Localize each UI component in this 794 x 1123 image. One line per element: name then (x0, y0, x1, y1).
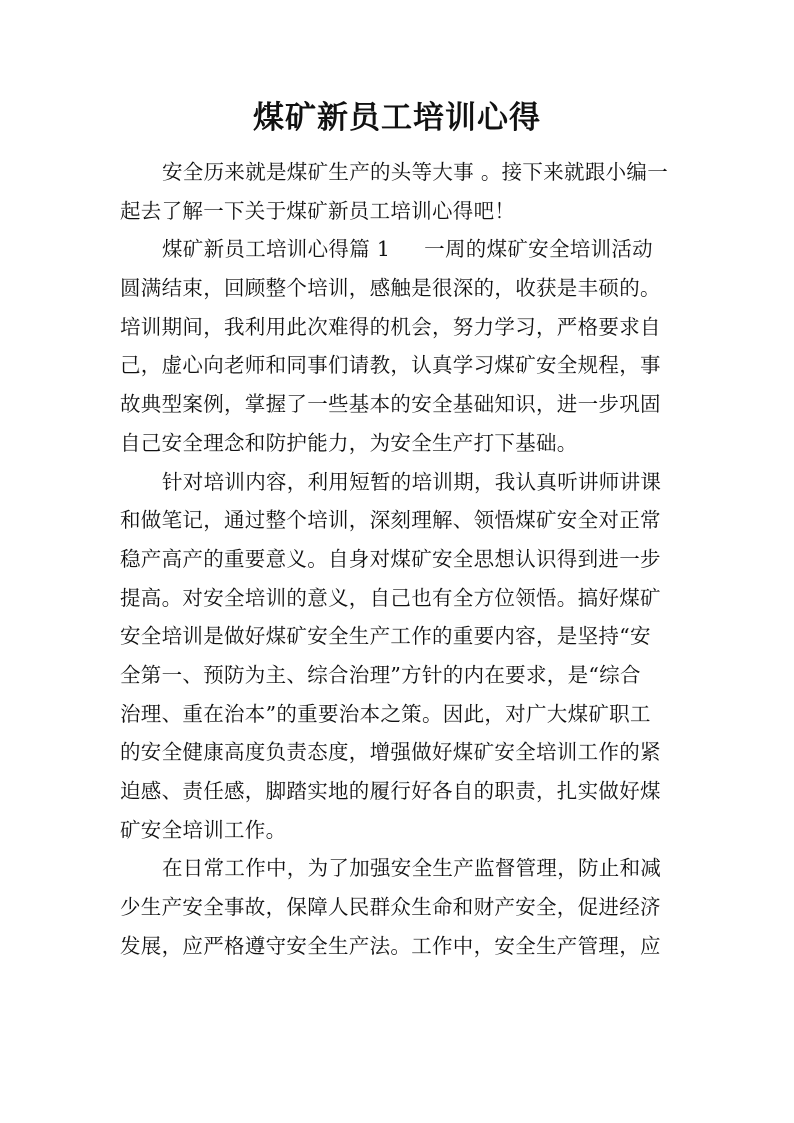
text-line: 发展，应严格遵守安全生产法。工作中，安全生产管理，应 (120, 933, 661, 958)
text-line: 稳产高产的重要意义。自身对煤矿安全思想认识得到进一步 (120, 546, 661, 571)
text-line: 迫感、责任感，脚踏实地的履行好各自的职责，扎实做好煤 (120, 779, 661, 803)
text-line: 安全培训是做好煤矿安全生产工作的重要内容，是坚持“安 (120, 624, 651, 649)
text-line: 在日常工作中，为了加强安全生产监督管理，防止和减 (162, 856, 662, 881)
text-line: 治理、重在治本”的重要治本之策。因此，对广大煤矿职工 (120, 701, 651, 726)
text-line: 少生产安全事故，保障人民群众生命和财产安全，促进经济 (120, 895, 661, 920)
text-line: 起去了解一下关于煤矿新员工培训心得吧！ (120, 198, 516, 223)
text-line: 故典型案例，掌握了一些基本的安全基础知识，进一步巩固 (120, 392, 661, 417)
text-line: 安全历来就是煤矿生产的头等大事 。接下来就跟小编一 (162, 160, 669, 184)
text-line: 培训期间，我利用此次难得的机会，努力学习，严格要求自 (120, 314, 661, 339)
text-line: 提高。对安全培训的意义，自己也有全方位领悟。搞好煤矿 (120, 585, 661, 610)
document-body (120, 153, 680, 965)
text-line: 针对培训内容，利用短暂的培训期，我认真听讲师讲课 (162, 469, 662, 494)
text-line: 圆满结束，回顾整个培训，感触是很深的，收获是丰硕的。 (120, 276, 661, 301)
text-segment: 一周的煤矿安全培训活动 (424, 237, 653, 262)
section-heading: 煤矿新员工培训心得篇 1 (162, 237, 391, 262)
text-line: 矿安全培训工作。 (120, 817, 287, 842)
text-line-with-heading (120, 230, 680, 269)
text-line: 自己安全理念和防护能力，为安全生产打下基础。 (120, 430, 578, 455)
document-title: 煤矿新员工培训心得 (253, 100, 541, 136)
text-line: 全第一、预防为主、综合治理”方针的内在要求，是“综合 (120, 662, 641, 687)
text-line: 和做笔记，通过整个培训，深刻理解、领悟煤矿安全对正常 (120, 508, 661, 533)
text-line: 己，虚心向老师和同事们请教，认真学习煤矿安全规程，事 (120, 353, 661, 378)
text-line: 的安全健康高度负责态度，增强做好煤矿安全培训工作的紧 (120, 740, 661, 765)
